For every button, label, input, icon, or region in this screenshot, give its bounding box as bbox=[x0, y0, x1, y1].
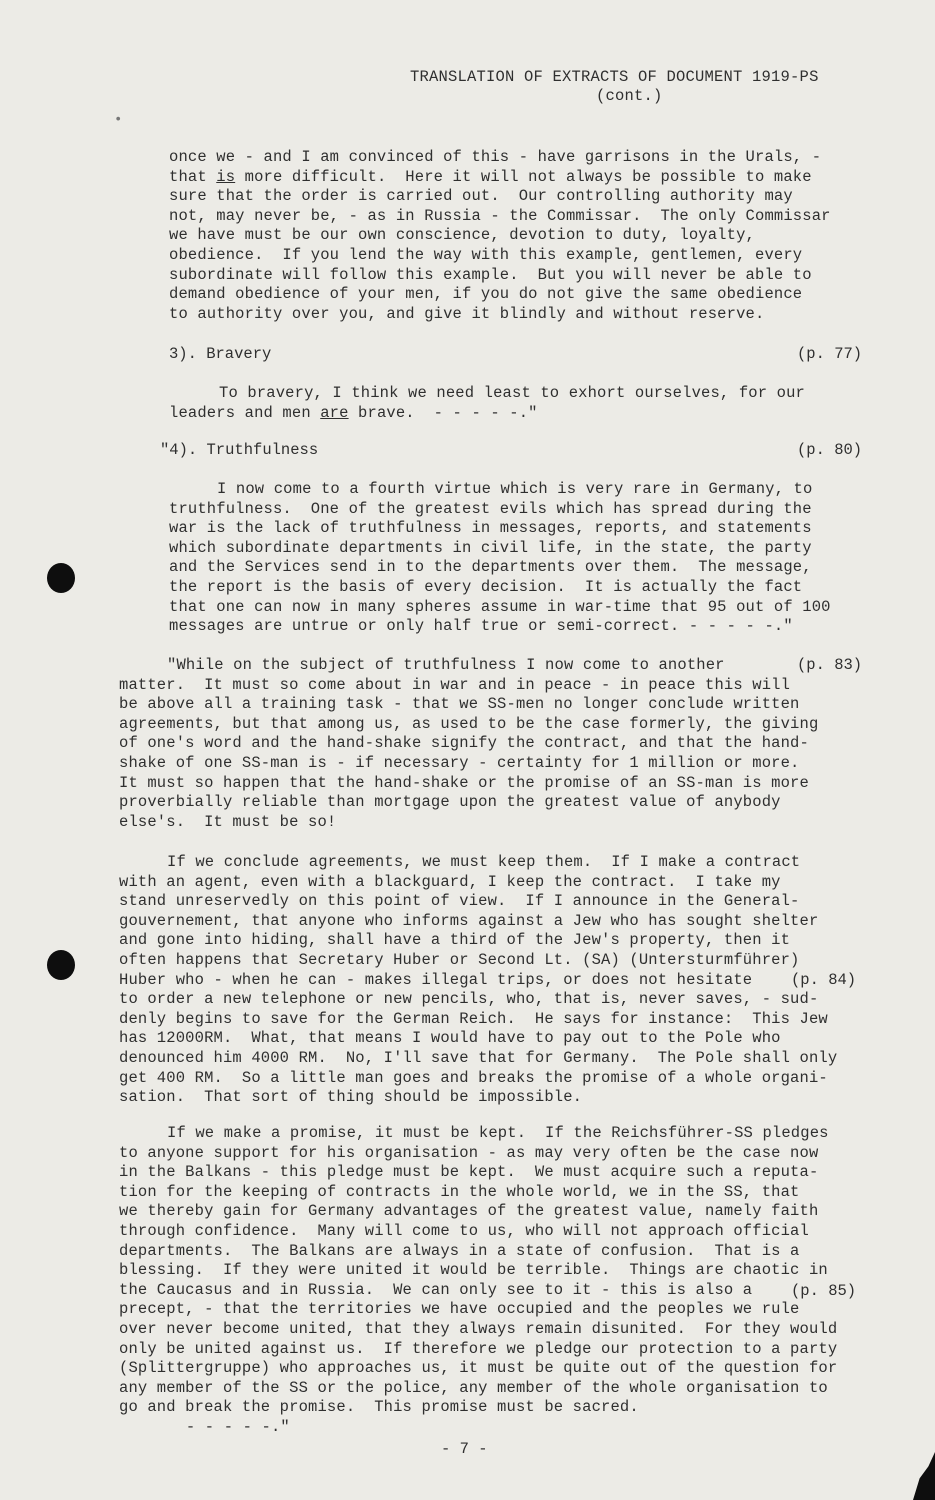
page-corner-tear bbox=[913, 1452, 935, 1500]
section-heading-bravery: 3). Bravery bbox=[169, 345, 272, 363]
text-line: sure that the order is carried out. Our controlling authority may bbox=[169, 187, 793, 206]
text-line: to order a new telephone or new pencils, who, that is, never saves, - sud- bbox=[119, 990, 819, 1009]
paragraph-handshake bbox=[119, 656, 818, 832]
page-reference-84: (p. 84) bbox=[791, 971, 857, 989]
paragraph-promise bbox=[119, 1124, 837, 1438]
text-line: sation. That sort of thing should be impossible. bbox=[119, 1088, 583, 1107]
margin-dot: • bbox=[114, 112, 123, 128]
page-reference-80: (p. 80) bbox=[797, 441, 863, 459]
text-line: obedience. If you lend the way with this example, gentlemen, every bbox=[169, 245, 803, 264]
text-line: denly begins to save for the German Reich. He says for instance: This Jew bbox=[119, 1009, 828, 1028]
text-line: we have must be our own conscience, devotion to duty, loyalty, bbox=[169, 226, 755, 245]
text-line: to authority over you, and give it blindly and without reserve. bbox=[169, 304, 765, 323]
text-line: brave. - - - - -." bbox=[348, 403, 538, 422]
text-line: that bbox=[169, 167, 217, 186]
text-line: truthfulness. One of the greatest evils which has spread during the bbox=[169, 499, 812, 518]
text-line: once we - and I am convinced of this - have garrisons in the Urals, - bbox=[169, 148, 822, 166]
page-reference-77: (p. 77) bbox=[797, 345, 863, 363]
text-line: any member of the SS or the police, any member of the whole organisation to bbox=[119, 1378, 828, 1397]
paragraph-truthfulness bbox=[169, 480, 831, 637]
text-line: be above all a training task - that we SS-men no longer conclude written bbox=[119, 695, 800, 714]
text-line: messages are untrue or only half true or semi-correct. - - - - -." bbox=[169, 617, 793, 636]
text-line: agreements, but that among us, as used to be the case formerly, the giving bbox=[119, 714, 819, 733]
header-subtitle: (cont.) bbox=[596, 87, 663, 105]
text-line: demand obedience of your men, if you do not give the same obedience bbox=[169, 285, 803, 304]
text-line: denounced him 4000 RM. No, I'll save that for Germany. The Pole shall only bbox=[119, 1048, 838, 1067]
text-line: with an agent, even with a blackguard, I keep the contract. I take my bbox=[119, 872, 781, 891]
text-line: not, may never be, - as in Russia - the Commissar. The only Commissar bbox=[169, 206, 831, 225]
text-line: more difficult. Here it will not always be possible to make bbox=[235, 167, 812, 186]
header-title: TRANSLATION OF EXTRACTS OF DOCUMENT 1919-PS bbox=[410, 68, 819, 86]
text-line: (Splittergruppe) who approaches us, it must be quite out of the question for bbox=[119, 1359, 838, 1378]
text-line: "While on the subject of truthfulness I now come to another bbox=[167, 656, 725, 674]
text-line: we thereby gain for Germany advantages of the greatest value, namely faith bbox=[119, 1202, 819, 1221]
text-line: departments. The Balkans are always in a state of confusion. That is a bbox=[119, 1241, 800, 1260]
text-line: matter. It must so come about in war and in peace - in peace this will bbox=[119, 675, 791, 694]
page-reference-83: (p. 83) bbox=[797, 656, 863, 674]
text-line: only be united against us. If therefore we pledge our protection to a party bbox=[119, 1339, 838, 1358]
text-line: go and break the promise. This promise must be sacred. bbox=[119, 1398, 639, 1417]
text-line: the report is the basis of every decision. It is actually the fact bbox=[169, 577, 803, 596]
text-line: in the Balkans - this pledge must be kept. We must acquire such a reputa- bbox=[119, 1163, 819, 1182]
paragraph-commissar bbox=[169, 148, 831, 324]
text-line: through confidence. Many will come to us, who will not approach official bbox=[119, 1221, 809, 1240]
text-line: the Caucasus and in Russia. We can only see to it - this is also a bbox=[119, 1280, 753, 1299]
text-line: of one's word and the hand-shake signify the contract, and that the hand- bbox=[119, 734, 809, 753]
text-line: proverbially reliable than mortgage upon the greatest value of anybody bbox=[119, 793, 781, 812]
text-line: shake of one SS-man is - if necessary - certainty for 1 million or more. bbox=[119, 753, 800, 772]
text-line: has 12000RM. What, that means I would have to pay out to the Pole who bbox=[119, 1029, 781, 1048]
text-line: often happens that Secretary Huber or Second Lt. (SA) (Untersturmführer) bbox=[119, 950, 800, 969]
text-line: subordinate will follow this example. But you will never be able to bbox=[169, 265, 812, 284]
text-line: to anyone support for his organisation - as may very often be the case now bbox=[119, 1143, 819, 1162]
text-line: gouvernement, that anyone who informs against a Jew who has sought shelter bbox=[119, 911, 819, 930]
text-line: which subordinate departments in civil life, in the state, the party bbox=[169, 538, 812, 557]
text-line: If we conclude agreements, we must keep them. If I make a contract bbox=[167, 853, 801, 871]
text-line: stand unreservedly on this point of view. If I announce in the General- bbox=[119, 892, 800, 911]
section-heading-truthfulness: "4). Truthfulness bbox=[160, 441, 319, 459]
document-header bbox=[410, 68, 840, 106]
text-line: over never become united, that they always remain disunited. For they would bbox=[119, 1319, 838, 1338]
text-line: get 400 RM. So a little man goes and breaks the promise of a whole organi- bbox=[119, 1068, 828, 1087]
text-line: - - - - -." bbox=[167, 1417, 290, 1436]
punch-hole-bottom bbox=[47, 950, 75, 980]
punch-hole-top bbox=[47, 563, 75, 593]
text-line: To bravery, I think we need least to exhort ourselves, for our bbox=[219, 384, 805, 402]
text-line: leaders and men bbox=[169, 403, 321, 422]
text-line: blessing. If they were united it would be terrible. Things are chaotic in bbox=[119, 1261, 828, 1280]
text-line: and gone into hiding, shall have a third of the Jew's property, then it bbox=[119, 931, 791, 950]
text-line: war is the lack of truthfulness in messages, reports, and statements bbox=[169, 519, 812, 538]
text-line: tion for the keeping of contracts in the whole world, we in the SS, that bbox=[119, 1182, 800, 1201]
text-line: I now come to a fourth virtue which is very rare in Germany, to bbox=[217, 480, 813, 498]
underlined-word: is bbox=[216, 167, 236, 186]
text-line: It must so happen that the hand-shake or the promise of an SS-man is more bbox=[119, 773, 809, 792]
text-line: and the Services send in to the departments over them. The message, bbox=[169, 558, 812, 577]
underlined-word: are bbox=[320, 403, 349, 422]
text-line: else's. It must be so! bbox=[119, 812, 337, 831]
page-number: - 7 - bbox=[441, 1440, 488, 1458]
text-line: that one can now in many spheres assume in war-time that 95 out of 100 bbox=[169, 597, 831, 616]
text-line: precept, - that the territories we have occupied and the peoples we rule bbox=[119, 1300, 800, 1319]
paragraph-bravery bbox=[169, 384, 805, 423]
text-line: If we make a promise, it must be kept. If the Reichsführer-SS pledges bbox=[167, 1124, 829, 1142]
page-reference-85: (p. 85) bbox=[791, 1282, 857, 1300]
text-line: Huber who - when he can - makes illegal trips, or does not hesitate bbox=[119, 970, 753, 989]
paragraph-agreements bbox=[119, 853, 837, 1108]
